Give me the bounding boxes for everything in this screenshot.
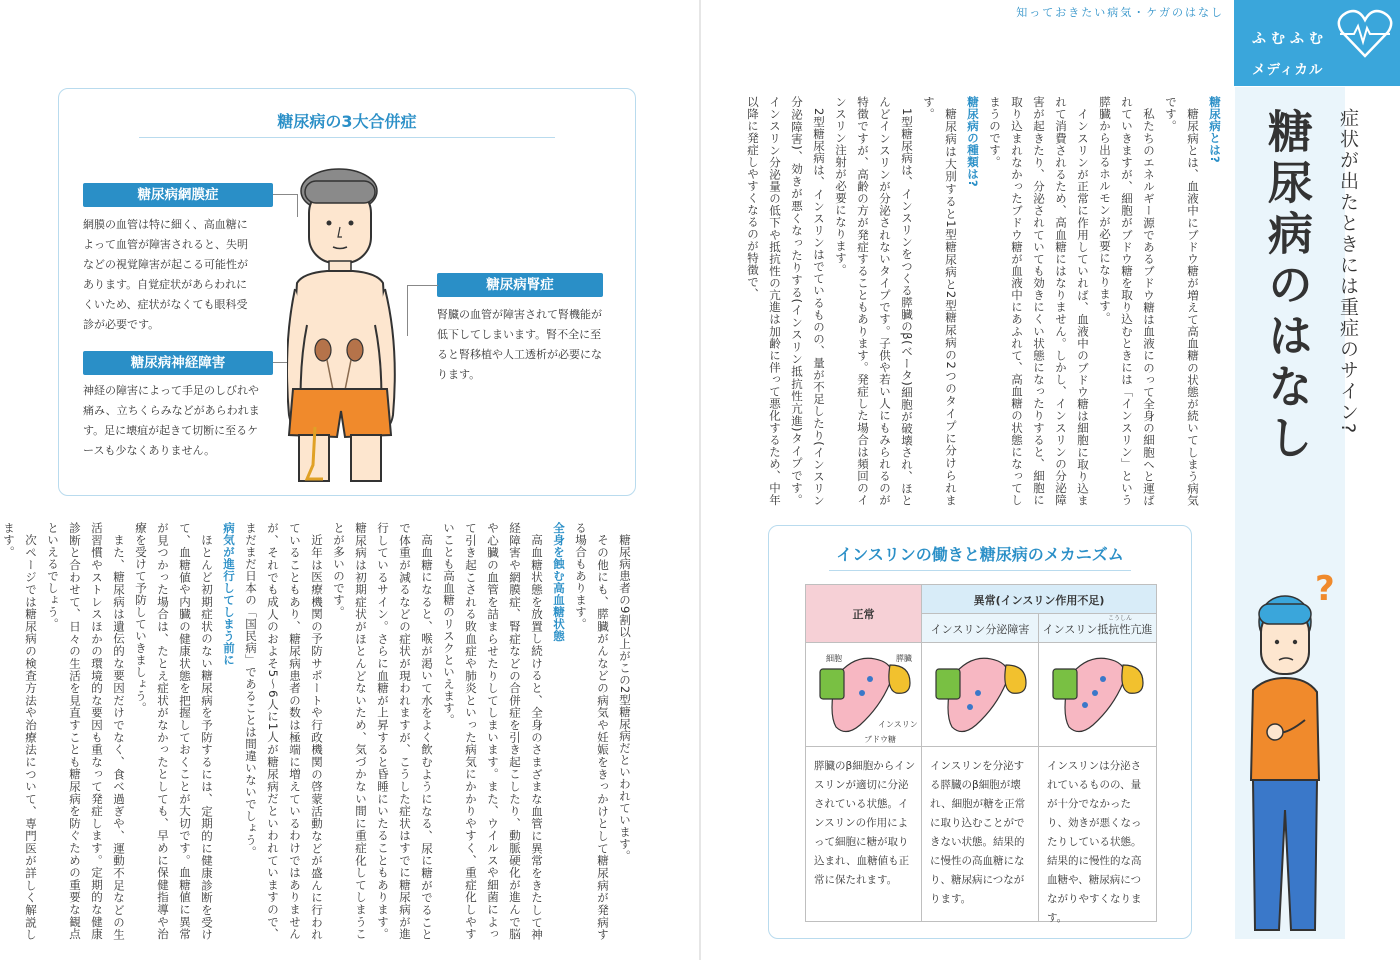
header-normal-label: 正常 bbox=[852, 608, 875, 621]
header-secretion-label: インスリン分泌障害 bbox=[930, 623, 1030, 636]
brand-line-2: メディカル bbox=[1252, 62, 1324, 78]
nephropathy-text: 腎臓の血管が障害されて腎機能が低下してしまいます。腎不全に至ると腎移植や人工透析が必要になります。 bbox=[437, 308, 602, 381]
header-abnormal-cell bbox=[922, 585, 1156, 614]
diagram-secretion bbox=[922, 643, 1039, 747]
desc-resistance: インスリンは分泌されているものの、量が十分でなかったり、効きが悪くなったりしている状態。結果的に慢性的な高血糖や、糖尿病につながりやすくなります。 bbox=[1047, 760, 1142, 924]
resistance-diagram-illustration bbox=[1039, 643, 1156, 747]
paragraph: その他にも、膵臓がんなどの病気や妊娠をきっかけとして糖尿病が発病する場合もあります。 bbox=[574, 522, 610, 940]
paragraph: 2型糖尿病は、インスリンはでているものの、量が不足したり(インスリン分泌障害)、効きが悪くなったりする(インスリン抵抗性亢進)タイプです。インスリン分泌量の低下や抵抗性の亢進は加齢に伴って悪化するため、中年以降に発症しやすくなるのが特徴で、 bbox=[746, 96, 826, 506]
paragraph: 高血糖状態を放置し続けると、全身のさまざまな血管に異常をきたして神経障害や網膜症、腎症などの合併症を引き起こしたり、動脈硬化が進んで脳や心臓の血管を詰まらせたりしてしまいます。また、ウイルスや細菌によって引き起こされる敗血症や肺炎といった病気にかかりやすく、重症化しやすいことも高血糖のリスクといえます。 bbox=[442, 522, 544, 941]
insulin-mechanism-panel bbox=[768, 525, 1192, 939]
page-title: 糖尿病のはなし bbox=[1260, 108, 1313, 465]
section-heading: 糖尿病の種類は? bbox=[966, 96, 980, 188]
running-head: 知っておきたい病気・ケガのはなし bbox=[1016, 6, 1224, 19]
paragraph: 糖尿病患者の9割以上がこの2型糖尿病だといわれています。 bbox=[618, 533, 632, 862]
complications-panel bbox=[58, 88, 636, 496]
paragraph: 私たちのエネルギー源であるブドウ糖は血液にのって全身の細胞へと運ばれていきますが、細胞がブドウ糖を取り込むときには「インスリン」という膵臓から出るホルモンが必要になります。 bbox=[1098, 96, 1156, 506]
neuropathy-label: 糖尿病神経障害 bbox=[83, 351, 273, 375]
nephropathy-label: 糖尿病腎症 bbox=[437, 273, 603, 297]
header-resistance-cell bbox=[1039, 614, 1156, 643]
paragraph: 糖尿病は大別すると1型糖尿病と2型糖尿病の2つのタイプに分けられます。 bbox=[922, 96, 958, 506]
paragraph: インスリンが正常に作用していれば、血液中のブドウ糖は細胞に取り込まれて消費されるため、高血糖にはなりません。しかし、インスリンの分泌障害が起きたり、分泌されていても効きにくい状態になったりすると、細胞に取り込まれなかったブドウ糖が血液中にあふれて、高血糖の状態になってしまうのです。 bbox=[988, 96, 1090, 506]
header-resistance-label: インスリン抵抗性亢進 bbox=[1042, 623, 1153, 636]
confused-man-illustration bbox=[1245, 560, 1345, 940]
section-heading: 病気が進行してしまう前に bbox=[222, 522, 236, 666]
secretion-diagram-illustration bbox=[922, 643, 1039, 747]
divider bbox=[829, 570, 1131, 571]
insulin-panel-title: インスリンの働きと糖尿病のメカニズム bbox=[836, 545, 1124, 564]
desc-normal-cell bbox=[806, 747, 922, 921]
desc-secretion: インスリンを分泌する膵臓のβ細胞が壊れ、細胞が糖を正常に取り込むことができない状態。結果的に慢性の高血糖になり、糖尿病につながります。 bbox=[930, 760, 1026, 905]
ruby-koushin: こうしん bbox=[1107, 615, 1132, 622]
man-body-illustration bbox=[287, 165, 447, 483]
mechanism-table bbox=[805, 584, 1157, 922]
desc-normal: 膵臓のβ細胞からインスリンが適切に分泌されている状態。インスリンの作用によって細胞に糖が取り込まれ、血糖値も正常に保たれます。 bbox=[814, 760, 916, 886]
paragraph: 次ページでは糖尿病の検査方法や治療法について、専門医が詳しく解説します。 bbox=[2, 522, 38, 940]
header-abnormal-label: 異常(インスリン作用不足) bbox=[973, 594, 1105, 607]
retinopathy-text: 網膜の血管は特に細く、高血糖によって血管が障害されると、失明などの視覚障害が起こる可能性があります。自覚症状があらわれにくいため、症状がなくても眼科受診が必要です。 bbox=[83, 218, 248, 331]
divider bbox=[139, 137, 555, 138]
diagram-label: ブドウ糖 bbox=[864, 735, 896, 744]
page-subtitle: 症状が出たときには重症のサイン? bbox=[1337, 108, 1359, 436]
retinopathy-label: 糖尿病網膜症 bbox=[83, 183, 273, 207]
desc-resistance-cell bbox=[1039, 747, 1156, 924]
diagram-resistance bbox=[1039, 643, 1156, 747]
header-secretion-cell bbox=[922, 614, 1039, 643]
diagram-normal bbox=[806, 643, 922, 747]
normal-diagram-illustration bbox=[806, 643, 922, 747]
heartbeat-heart-icon bbox=[1336, 8, 1394, 60]
paragraph: 1型糖尿病は、インスリンをつくる膵臓のβ(ベータ)細胞が破壊され、ほとんどインスリンが分泌されないタイプです。子供や若い人にもみられるのが特徴ですが、高齢の方が発症することもあります。発症した場合は頻回のインスリン注射が必要になります。 bbox=[834, 96, 914, 507]
paragraph: また、糖尿病は遺伝的な要因だけでなく、食べ過ぎや、運動不足などの生活習慣やストレスほかの環境的な要因も重なって発症します。定期的な健康診断と合わせて、日々の生活を見直すことも糖尿病を防ぐための重要な観点といえるでしょう。 bbox=[46, 522, 126, 940]
svg-text:?: ? bbox=[1315, 569, 1335, 609]
section-heading: 糖尿病とは? bbox=[1208, 96, 1222, 164]
complications-title: 糖尿病の3大合併症 bbox=[277, 112, 417, 131]
paragraph: 近年は医療機関の予防サポートや行政機関の啓蒙活動などが盛んに行われていることもあり、糖尿病患者の数は極端に増えているわけではありませんが、それでも成人のおよそ5〜6人に1人が糖尿病だといわれていますので、まだまだ日本の「国民病」であることは間違いないでしょう。 bbox=[244, 522, 324, 940]
paragraph: ほとんど初期症状のない糖尿病を予防するには、定期的に健康診断を受けて、血糖値や内臓の健康状態を把握しておくことが大切です。血糖値に異常が見つかった場合は、たとえ症状がなかったとしても、早めに保健指導や治療を受けて予防していきましょう。 bbox=[134, 522, 214, 941]
diagram-label: インスリン bbox=[878, 720, 918, 729]
header-normal-cell bbox=[806, 585, 922, 643]
paragraph: 高血糖になると、喉が渇いて水をよく飲むようになる、尿に糖がでることで体重が減るなどの症状が現われますが、こうした症状はすでに糖尿病が進行しているサイン。さらに血糖が上昇すると昏睡にいたることもあります。糖尿病は初期症状がほとんどないため、気づかない間に重症化してしまうことが多いのです。 bbox=[332, 522, 434, 940]
right-page bbox=[701, 0, 1400, 960]
series-brand-box bbox=[1234, 0, 1400, 86]
paragraph: 糖尿病とは、血液中にブドウ糖が増えて高血糖の状態が続いてしまう病気です。 bbox=[1164, 96, 1200, 506]
diagram-label: 膵臓 bbox=[896, 654, 912, 663]
left-page bbox=[0, 0, 699, 960]
diagram-label: 細胞 bbox=[826, 654, 842, 663]
neuropathy-text: 神経の障害によって手足のしびれや痛み、立ちくらみなどがあらわれます。足に壊疽が起きて切断に至るケースも少なくありません。 bbox=[83, 384, 260, 457]
desc-secretion-cell bbox=[922, 747, 1039, 921]
left-body-text bbox=[2, 522, 636, 941]
right-body-text bbox=[746, 96, 1226, 507]
brand-line-1: ふむふむ bbox=[1252, 31, 1328, 47]
section-heading: 全身を蝕む高血糖状態 bbox=[552, 522, 566, 642]
